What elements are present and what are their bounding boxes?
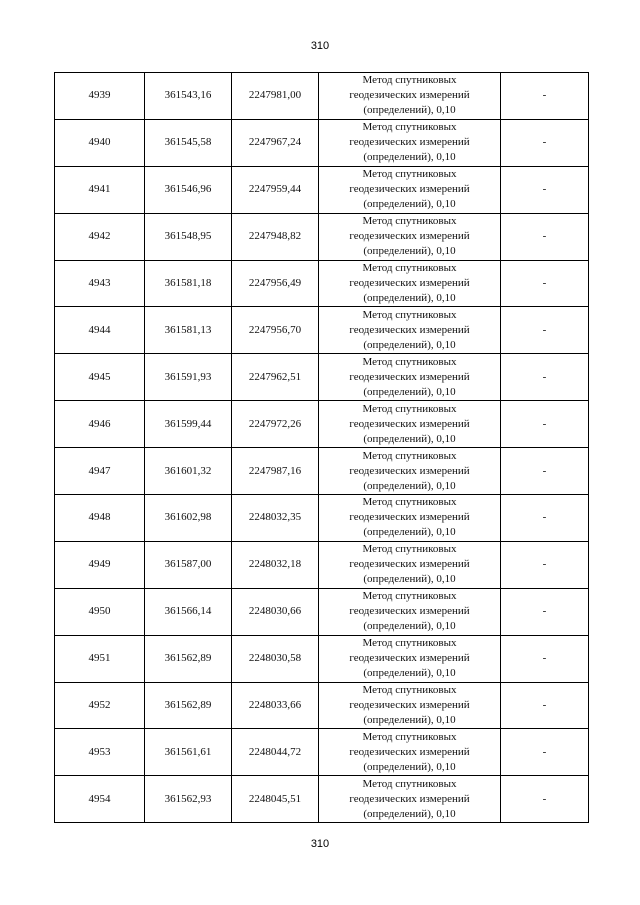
table-row: [55, 73, 589, 120]
y-coordinate-cell: 2248045,51: [232, 776, 319, 823]
point-number-cell: 4948: [55, 495, 145, 542]
table-row: [55, 166, 589, 213]
note-cell: -: [501, 588, 589, 635]
note-cell: -: [501, 541, 589, 588]
point-number-cell: 4953: [55, 729, 145, 776]
method-text-line: (определений), 0,10: [363, 479, 456, 492]
page-number-bottom: 310: [310, 838, 330, 850]
method-accuracy-cell: [319, 588, 501, 635]
table-row: [55, 213, 589, 260]
note-cell: -: [501, 166, 589, 213]
point-number-cell: 4954: [55, 776, 145, 823]
method-accuracy-cell: [319, 776, 501, 823]
y-coordinate-cell: 2247981,00: [232, 73, 319, 120]
point-number-cell: 4951: [55, 635, 145, 682]
method-text-line: (определений), 0,10: [363, 667, 456, 680]
table-row: [55, 119, 589, 166]
method-text-line: геодезических измерений: [349, 652, 470, 665]
point-number-cell: 4945: [55, 354, 145, 401]
x-coordinate-cell: 361543,16: [145, 73, 232, 120]
method-text-line: Метод спутниковых: [362, 777, 457, 790]
method-text-line: (определений), 0,10: [363, 104, 456, 117]
method-accuracy-cell: [319, 213, 501, 260]
y-coordinate-cell: 2248044,72: [232, 729, 319, 776]
method-text-line: Метод спутниковых: [362, 496, 457, 509]
method-text-line: геодезических измерений: [349, 464, 470, 477]
method-accuracy-cell: [319, 401, 501, 448]
method-text-line: Метод спутниковых: [362, 730, 457, 743]
table-row: [55, 307, 589, 354]
x-coordinate-cell: 361591,93: [145, 354, 232, 401]
table-row: [55, 260, 589, 307]
method-accuracy-cell: [319, 307, 501, 354]
y-coordinate-cell: 2248032,35: [232, 495, 319, 542]
table-row: [55, 776, 589, 823]
method-text-line: геодезических измерений: [349, 605, 470, 618]
method-accuracy-cell: [319, 495, 501, 542]
table-row: [55, 729, 589, 776]
method-text-line: геодезических измерений: [349, 417, 470, 430]
point-number-cell: 4952: [55, 682, 145, 729]
point-number-cell: 4946: [55, 401, 145, 448]
method-text-line: Метод спутниковых: [362, 684, 457, 697]
method-text-line: геодезических измерений: [349, 511, 470, 524]
table-row: [55, 588, 589, 635]
method-text-line: геодезических измерений: [349, 230, 470, 243]
point-number-cell: 4942: [55, 213, 145, 260]
table-row: [55, 495, 589, 542]
method-text-line: (определений), 0,10: [363, 573, 456, 586]
x-coordinate-cell: 361561,61: [145, 729, 232, 776]
x-coordinate-cell: 361566,14: [145, 588, 232, 635]
method-text-line: геодезических измерений: [349, 323, 470, 336]
method-accuracy-cell: [319, 448, 501, 495]
method-text-line: Метод спутниковых: [362, 355, 457, 368]
method-text-line: геодезических измерений: [349, 745, 470, 758]
note-cell: -: [501, 776, 589, 823]
y-coordinate-cell: 2248030,66: [232, 588, 319, 635]
x-coordinate-cell: 361548,95: [145, 213, 232, 260]
note-cell: -: [501, 119, 589, 166]
x-coordinate-cell: 361562,89: [145, 682, 232, 729]
method-accuracy-cell: [319, 682, 501, 729]
method-text-line: (определений), 0,10: [363, 151, 456, 164]
method-text-line: (определений), 0,10: [363, 385, 456, 398]
y-coordinate-cell: 2247948,82: [232, 213, 319, 260]
x-coordinate-cell: 361562,93: [145, 776, 232, 823]
method-text-line: (определений), 0,10: [363, 292, 456, 304]
method-accuracy-cell: [319, 729, 501, 776]
note-cell: -: [501, 213, 589, 260]
method-text-line: геодезических измерений: [349, 89, 470, 102]
point-number-cell: 4949: [55, 541, 145, 588]
y-coordinate-cell: 2247967,24: [232, 119, 319, 166]
point-number-cell: 4944: [55, 307, 145, 354]
note-cell: -: [501, 448, 589, 495]
method-accuracy-cell: [319, 541, 501, 588]
method-text-line: Метод спутниковых: [362, 449, 457, 462]
method-text-line: геодезических измерений: [349, 370, 470, 383]
y-coordinate-cell: 2247987,16: [232, 448, 319, 495]
table-row: [55, 541, 589, 588]
method-accuracy-cell: [319, 260, 501, 307]
method-text-line: геодезических измерений: [349, 183, 470, 196]
x-coordinate-cell: 361581,13: [145, 307, 232, 354]
x-coordinate-cell: 361587,00: [145, 541, 232, 588]
method-text-line: Метод спутниковых: [362, 402, 457, 415]
y-coordinate-cell: 2247956,49: [232, 260, 319, 307]
method-text-line: (определений), 0,10: [363, 760, 456, 773]
note-cell: -: [501, 401, 589, 448]
y-coordinate-cell: 2247962,51: [232, 354, 319, 401]
method-accuracy-cell: [319, 73, 501, 120]
x-coordinate-cell: 361562,89: [145, 635, 232, 682]
method-text-line: (определений), 0,10: [363, 245, 456, 258]
point-number-cell: 4941: [55, 166, 145, 213]
page-number-top: 310: [310, 40, 330, 52]
method-text-line: (определений), 0,10: [363, 432, 456, 445]
method-text-line: (определений), 0,10: [363, 338, 456, 351]
y-coordinate-cell: 2247956,70: [232, 307, 319, 354]
method-text-line: (определений), 0,10: [363, 198, 456, 211]
y-coordinate-cell: 2248032,18: [232, 541, 319, 588]
point-number-cell: 4943: [55, 260, 145, 307]
method-text-line: геодезических измерений: [349, 277, 470, 289]
method-text-line: Метод спутниковых: [362, 308, 457, 321]
table-row: [55, 354, 589, 401]
note-cell: -: [501, 73, 589, 120]
table-row: [55, 682, 589, 729]
note-cell: -: [501, 682, 589, 729]
table-row: [55, 448, 589, 495]
method-accuracy-cell: [319, 166, 501, 213]
x-coordinate-cell: 361545,58: [145, 119, 232, 166]
point-number-cell: 4939: [55, 73, 145, 120]
method-accuracy-cell: [319, 354, 501, 401]
x-coordinate-cell: 361546,96: [145, 166, 232, 213]
note-cell: -: [501, 635, 589, 682]
method-accuracy-cell: [319, 119, 501, 166]
method-text-line: геодезических измерений: [349, 699, 470, 712]
method-text-line: (определений), 0,10: [363, 526, 456, 539]
point-number-cell: 4947: [55, 448, 145, 495]
x-coordinate-cell: 361601,32: [145, 448, 232, 495]
method-text-line: (определений), 0,10: [363, 807, 456, 820]
x-coordinate-cell: 361602,98: [145, 495, 232, 542]
method-text-line: Метод спутниковых: [362, 262, 457, 274]
method-text-line: геодезических измерений: [349, 136, 470, 149]
y-coordinate-cell: 2247959,44: [232, 166, 319, 213]
x-coordinate-cell: 361599,44: [145, 401, 232, 448]
note-cell: -: [501, 729, 589, 776]
note-cell: -: [501, 307, 589, 354]
coordinates-table-body: [55, 73, 589, 823]
note-cell: -: [501, 495, 589, 542]
table-row: [55, 401, 589, 448]
method-text-line: Метод спутниковых: [362, 590, 457, 603]
y-coordinate-cell: 2248033,66: [232, 682, 319, 729]
method-text-line: (определений), 0,10: [363, 714, 456, 727]
method-text-line: Метод спутниковых: [362, 543, 457, 556]
coordinates-table: [54, 72, 589, 823]
x-coordinate-cell: 361581,18: [145, 260, 232, 307]
method-text-line: Метод спутниковых: [362, 215, 457, 228]
point-number-cell: 4940: [55, 119, 145, 166]
method-text-line: (определений), 0,10: [363, 620, 456, 633]
method-text-line: геодезических измерений: [349, 792, 470, 805]
method-text-line: Метод спутниковых: [362, 121, 457, 134]
y-coordinate-cell: 2247972,26: [232, 401, 319, 448]
method-text-line: Метод спутниковых: [362, 74, 457, 87]
note-cell: -: [501, 354, 589, 401]
method-text-line: Метод спутниковых: [362, 637, 457, 650]
note-cell: -: [501, 260, 589, 307]
y-coordinate-cell: 2248030,58: [232, 635, 319, 682]
point-number-cell: 4950: [55, 588, 145, 635]
method-text-line: Метод спутниковых: [362, 168, 457, 181]
table-row: [55, 635, 589, 682]
method-accuracy-cell: [319, 635, 501, 682]
method-text-line: геодезических измерений: [349, 558, 470, 571]
